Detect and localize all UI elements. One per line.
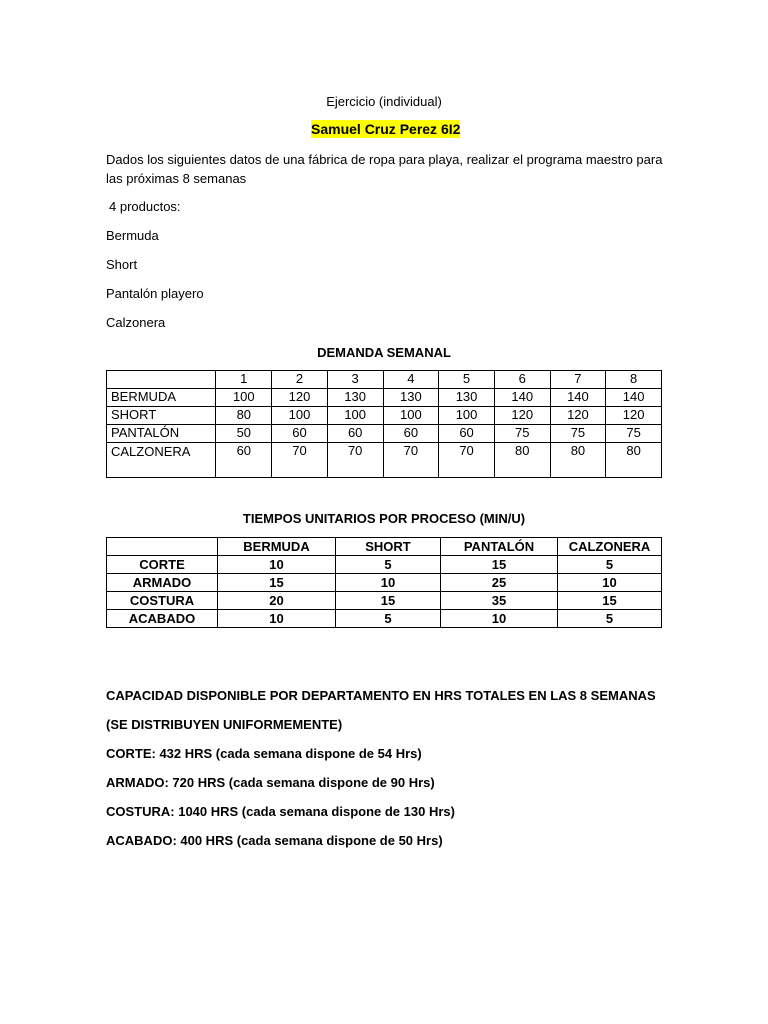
capacity-line: ACABADO: 400 HRS (cada semana dispone de 50 Hrs) [106,833,443,848]
table-cell: 20 [218,592,336,610]
week-header: 2 [272,371,328,389]
products-heading: 4 productos: [109,199,181,214]
row-label: BERMUDA [107,389,216,407]
author-name: Samuel Cruz Perez 6I2 [311,121,461,137]
week-header: 6 [494,371,550,389]
table-cell: 80 [494,443,550,478]
capacity-line: CORTE: 432 HRS (cada semana dispone de 54 Hrs) [106,746,422,761]
week-header: 4 [383,371,439,389]
table-cell: 120 [494,407,550,425]
table-cell: 80 [216,407,272,425]
table-cell: 10 [218,556,336,574]
table-row [107,538,662,556]
product-item: Bermuda [106,228,159,243]
column-header: BERMUDA [218,538,336,556]
table-cell: 100 [272,407,328,425]
table-cell: 70 [272,443,328,478]
table-cell: 130 [439,389,495,407]
table-row [107,556,662,574]
week-header: 3 [327,371,383,389]
table-cell: 50 [216,425,272,443]
table-row [107,443,662,478]
table-cell: 75 [550,425,606,443]
table-cell: 120 [606,407,662,425]
column-header: CALZONERA [558,538,662,556]
table-cell: 100 [439,407,495,425]
capacity-line: ARMADO: 720 HRS (cada semana dispone de 90 Hrs) [106,775,435,790]
week-header: 5 [439,371,495,389]
row-label: SHORT [107,407,216,425]
table-cell: 10 [441,610,558,628]
table-cell: 75 [606,425,662,443]
capacity-line: COSTURA: 1040 HRS (cada semana dispone de 130 Hrs) [106,804,455,819]
table-cell: 100 [327,407,383,425]
week-header: 7 [550,371,606,389]
demand-heading: DEMANDA SEMANAL [317,345,451,360]
row-label: COSTURA [107,592,218,610]
times-table [106,537,662,628]
capacity-note: (SE DISTRIBUYEN UNIFORMEMENTE) [106,717,343,732]
column-header: PANTALÓN [441,538,558,556]
table-cell: 15 [336,592,441,610]
table-cell: 5 [336,610,441,628]
table-cell: 60 [216,443,272,478]
table-cell: 60 [383,425,439,443]
capacity-heading: CAPACIDAD DISPONIBLE POR DEPARTAMENTO EN HRS TOTALES EN LAS 8 SEMANAS [106,688,656,703]
table-cell: 10 [558,574,662,592]
row-label: ACABADO [107,610,218,628]
table-cell: 10 [336,574,441,592]
row-label: ARMADO [107,574,218,592]
row-label: CALZONERA [107,443,216,478]
table-cell: 140 [494,389,550,407]
table-cell [107,538,218,556]
table-row [107,425,662,443]
table-cell: 5 [558,610,662,628]
document-title: Ejercicio (individual) [326,94,442,109]
table-cell: 120 [272,389,328,407]
table-row [107,389,662,407]
table-cell: 5 [336,556,441,574]
table-cell: 60 [327,425,383,443]
table-cell: 60 [439,425,495,443]
table-cell: 25 [441,574,558,592]
table-cell: 60 [272,425,328,443]
demand-table [106,370,662,478]
table-cell: 70 [439,443,495,478]
table-cell: 70 [327,443,383,478]
week-header: 8 [606,371,662,389]
table-cell: 80 [606,443,662,478]
table-cell: 140 [550,389,606,407]
week-header: 1 [216,371,272,389]
table-row [107,592,662,610]
table-cell: 15 [218,574,336,592]
table-cell: 130 [327,389,383,407]
table-row [107,371,662,389]
column-header: SHORT [336,538,441,556]
table-cell [107,371,216,389]
table-cell: 100 [216,389,272,407]
product-item: Pantalón playero [106,286,204,301]
table-cell: 130 [383,389,439,407]
table-row [107,407,662,425]
table-cell: 140 [606,389,662,407]
table-row [107,610,662,628]
product-item: Calzonera [106,315,166,330]
table-cell: 100 [383,407,439,425]
table-cell: 70 [383,443,439,478]
table-cell: 35 [441,592,558,610]
intro-paragraph: Dados los siguientes datos de una fábrica de ropa para playa, realizar el programa maestro para las próximas 8 semanas [106,152,663,186]
product-item: Short [106,257,138,272]
row-label: CORTE [107,556,218,574]
row-label: PANTALÓN [107,425,216,443]
table-row [107,574,662,592]
table-cell: 15 [558,592,662,610]
table-cell: 15 [441,556,558,574]
table-cell: 80 [550,443,606,478]
times-heading: TIEMPOS UNITARIOS POR PROCESO (MIN/U) [242,511,526,526]
table-cell: 120 [550,407,606,425]
table-cell: 5 [558,556,662,574]
table-cell: 75 [494,425,550,443]
table-cell: 10 [218,610,336,628]
